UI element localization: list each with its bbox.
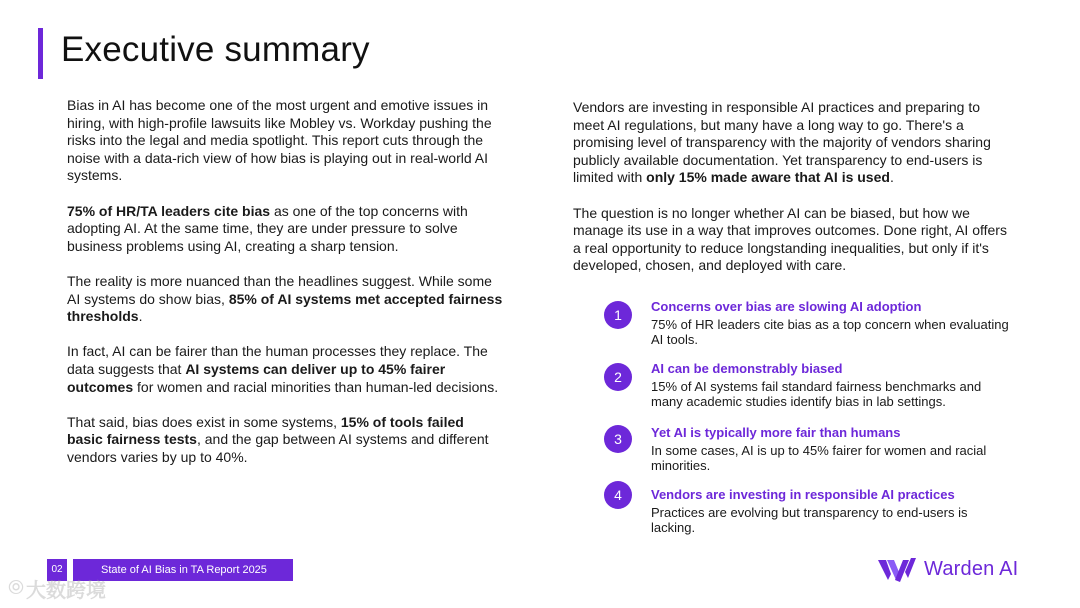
failed-tools-stat: 15% of tools failed basic fairness tests [67, 413, 464, 448]
left-text-column [67, 97, 503, 484]
watermark-text: 大数跨境 [26, 580, 106, 602]
right-text-column [573, 99, 1013, 293]
finding-item [604, 299, 1014, 361]
transparency-stat: only 15% made aware that AI is used [646, 169, 890, 186]
finding-item [604, 487, 1014, 537]
intro-paragraph: Bias in AI has become one of the most urgent and emotive issues in hiring, with high-profile lawsuits like Mobley vs. Workday pushing the risks into the legal and media spotlight. This report cuts through the noise with a data-rich view of how bias is playing out in real-world AI systems. [67, 97, 492, 184]
finding-number-badge: 2 [604, 363, 632, 391]
title-accent-bar [38, 28, 43, 79]
finding-title: Concerns over bias are slowing AI adoption [651, 299, 922, 314]
watermark [8, 574, 106, 603]
page-number: 02 [47, 559, 67, 581]
brand-logo [878, 556, 1018, 582]
finding-item [604, 361, 1014, 425]
fairer-outcomes-stat: AI systems can deliver up to 45% fairer outcomes [67, 360, 446, 395]
vendors-paragraph: Vendors are investing in responsible AI practices and preparing to meet AI regulations, but many have a long way to go. There's a promising level of transparency with the majority of vendors sharing publicly available documentation. Yet transparency to end-users is limited with only 15% made aware that AI is used. [573, 99, 991, 186]
concern-paragraph: 75% of HR/TA leaders cite bias as one of the top concerns with adopting AI. At the same time, they are under pressure to solve business problems using AI, creating a sharp tension. [67, 202, 468, 254]
finding-title: Vendors are investing in responsible AI practices [651, 487, 955, 502]
finding-number-badge: 4 [604, 481, 632, 509]
watermark-logo-icon: ⦾ [8, 577, 24, 599]
page-title: Executive summary [61, 30, 370, 69]
question-paragraph: The question is no longer whether AI can be biased, but how we manage its use in a way that improves outcomes. Done right, AI offers a real opportunity to reduce longstanding inequalities, but only if it's developed, chosen, and deployed with care. [573, 204, 1007, 274]
finding-title: AI can be demonstrably biased [651, 361, 843, 376]
fairness-stat: 85% of AI systems met accepted fairness thresholds [67, 290, 503, 325]
finding-description: In some cases, AI is up to 45% fairer for women and racial minorities. [651, 443, 987, 473]
finding-item [604, 425, 1014, 487]
nuance-paragraph: The reality is more nuanced than the headlines suggest. While some AI systems do show bias, 85% of AI systems met accepted fairness thresholds. [67, 272, 503, 325]
key-findings-list [604, 299, 1014, 537]
finding-title: Yet AI is typically more fair than humans [651, 425, 901, 440]
finding-description: 15% of AI systems fail standard fairness benchmarks and many academic studies identify bias in lab settings. [651, 379, 982, 409]
failed-tools-paragraph: That said, bias does exist in some systems, 15% of tools failed basic fairness tests, and the gap between AI systems and different vendors varies by up to 40%. [67, 413, 489, 465]
report-name-label: State of AI Bias in TA Report 2025 [73, 559, 293, 581]
finding-description: Practices are evolving but transparency to end-users is lacking. [651, 505, 968, 535]
brand-name: Warden AI [924, 557, 1019, 580]
warden-w-logo-icon [878, 556, 916, 582]
fairer-paragraph: In fact, AI can be fairer than the human processes they replace. The data suggests that AI systems can deliver up to 45% fairer outcomes for women and racial minorities than human-led decisions. [67, 343, 499, 395]
finding-number-badge: 1 [604, 301, 632, 329]
concern-stat: 75% of HR/TA leaders cite bias [67, 202, 271, 219]
finding-description: 75% of HR leaders cite bias as a top concern when evaluating AI tools. [651, 317, 1009, 347]
finding-number-badge: 3 [604, 425, 632, 453]
